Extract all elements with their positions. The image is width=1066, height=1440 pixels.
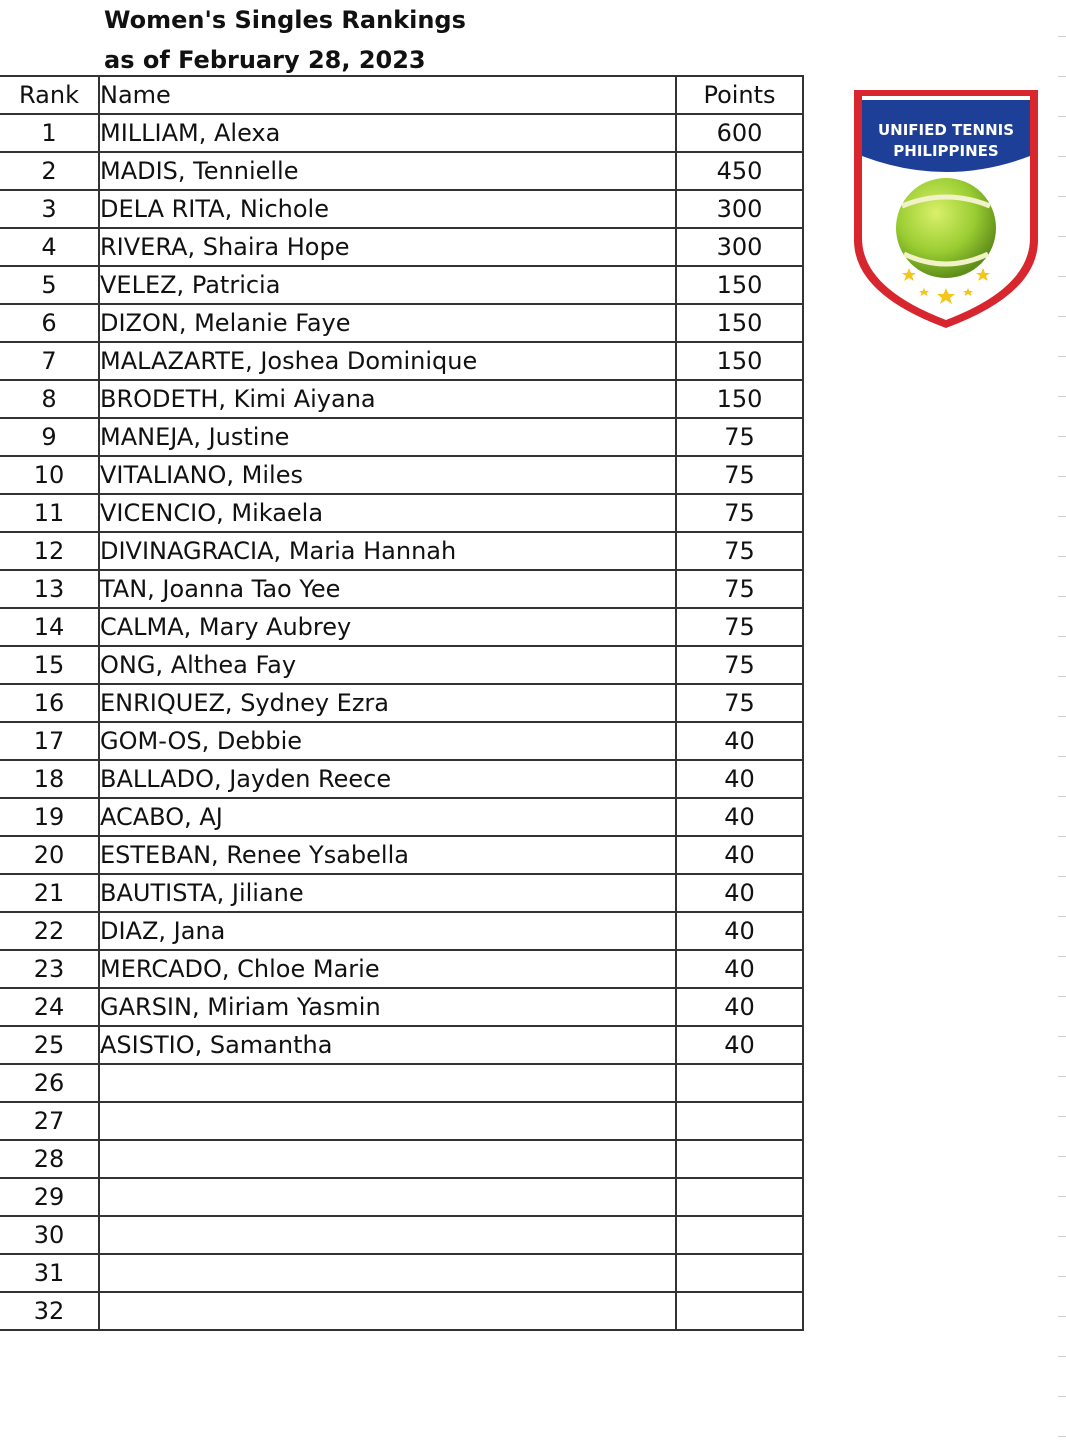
- header-name: Name: [99, 76, 676, 114]
- edge-mark: [1058, 1276, 1066, 1277]
- sheet-edge-marks: [1058, 0, 1066, 1440]
- table-row: [0, 1102, 803, 1140]
- table-row: [0, 1140, 803, 1178]
- rank-cell: 15: [0, 646, 99, 684]
- unified-tennis-philippines-logo: [852, 88, 1040, 330]
- logo-text-line2: PHILIPPINES: [893, 142, 999, 160]
- points-cell: 150: [676, 304, 803, 342]
- points-cell: 75: [676, 418, 803, 456]
- table-row: [0, 1026, 803, 1064]
- edge-mark: [1058, 796, 1066, 797]
- points-cell: 300: [676, 228, 803, 266]
- edge-mark: [1058, 116, 1066, 117]
- edge-mark: [1058, 516, 1066, 517]
- name-cell: GARSIN, Miriam Yasmin: [99, 988, 676, 1026]
- table-row: [0, 1216, 803, 1254]
- edge-mark: [1058, 956, 1066, 957]
- name-cell: ACABO, AJ: [99, 798, 676, 836]
- rank-cell: 1: [0, 114, 99, 152]
- edge-mark: [1058, 1156, 1066, 1157]
- table-row: [0, 228, 803, 266]
- points-cell: [676, 1102, 803, 1140]
- table-row: [0, 266, 803, 304]
- page-title: Women's Singles Rankings: [104, 6, 466, 34]
- name-cell: DIAZ, Jana: [99, 912, 676, 950]
- rank-cell: 25: [0, 1026, 99, 1064]
- rank-cell: 21: [0, 874, 99, 912]
- table-row: [0, 874, 803, 912]
- rankings-body: [0, 114, 803, 1330]
- edge-mark: [1058, 476, 1066, 477]
- table-row: [0, 988, 803, 1026]
- edge-mark: [1058, 1236, 1066, 1237]
- points-cell: 150: [676, 342, 803, 380]
- points-cell: 40: [676, 798, 803, 836]
- points-cell: 150: [676, 380, 803, 418]
- table-row: [0, 912, 803, 950]
- name-cell: [99, 1254, 676, 1292]
- edge-mark: [1058, 1076, 1066, 1077]
- table-row: [0, 152, 803, 190]
- table-row: [0, 570, 803, 608]
- edge-mark: [1058, 236, 1066, 237]
- name-cell: MALAZARTE, Joshea Dominique: [99, 342, 676, 380]
- name-cell: [99, 1102, 676, 1140]
- points-cell: [676, 1064, 803, 1102]
- page-subtitle-date: as of February 28, 2023: [104, 46, 426, 74]
- rank-cell: 9: [0, 418, 99, 456]
- table-row: [0, 1064, 803, 1102]
- points-cell: 450: [676, 152, 803, 190]
- rank-cell: 22: [0, 912, 99, 950]
- table-row: [0, 342, 803, 380]
- table-row: [0, 380, 803, 418]
- edge-mark: [1058, 676, 1066, 677]
- name-cell: RIVERA, Shaira Hope: [99, 228, 676, 266]
- edge-mark: [1058, 156, 1066, 157]
- points-cell: 40: [676, 760, 803, 798]
- name-cell: ESTEBAN, Renee Ysabella: [99, 836, 676, 874]
- header-row: [0, 76, 803, 114]
- name-cell: VELEZ, Patricia: [99, 266, 676, 304]
- name-cell: GOM-OS, Debbie: [99, 722, 676, 760]
- table-row: [0, 684, 803, 722]
- rank-cell: 16: [0, 684, 99, 722]
- rank-cell: 8: [0, 380, 99, 418]
- name-cell: [99, 1064, 676, 1102]
- name-cell: DIZON, Melanie Faye: [99, 304, 676, 342]
- rank-cell: 13: [0, 570, 99, 608]
- rank-cell: 2: [0, 152, 99, 190]
- edge-mark: [1058, 436, 1066, 437]
- logo-text-line1: UNIFIED TENNIS: [877, 121, 1015, 139]
- rankings-table: [0, 75, 804, 1331]
- table-row: [0, 1254, 803, 1292]
- edge-mark: [1058, 1196, 1066, 1197]
- header-rank: Rank: [0, 76, 99, 114]
- name-cell: VICENCIO, Mikaela: [99, 494, 676, 532]
- points-cell: 75: [676, 494, 803, 532]
- table-row: [0, 494, 803, 532]
- points-cell: 40: [676, 722, 803, 760]
- rank-cell: 24: [0, 988, 99, 1026]
- edge-mark: [1058, 396, 1066, 397]
- edge-mark: [1058, 1356, 1066, 1357]
- points-cell: 40: [676, 874, 803, 912]
- name-cell: [99, 1292, 676, 1330]
- table-row: [0, 760, 803, 798]
- name-cell: DIVINAGRACIA, Maria Hannah: [99, 532, 676, 570]
- name-cell: MADIS, Tennielle: [99, 152, 676, 190]
- edge-mark: [1058, 1316, 1066, 1317]
- rank-cell: 18: [0, 760, 99, 798]
- name-cell: ASISTIO, Samantha: [99, 1026, 676, 1064]
- edge-mark: [1058, 636, 1066, 637]
- edge-mark: [1058, 996, 1066, 997]
- rank-cell: 12: [0, 532, 99, 570]
- table-row: [0, 190, 803, 228]
- rank-cell: 7: [0, 342, 99, 380]
- name-cell: BRODETH, Kimi Aiyana: [99, 380, 676, 418]
- points-cell: 40: [676, 836, 803, 874]
- edge-mark: [1058, 1116, 1066, 1117]
- rank-cell: 5: [0, 266, 99, 304]
- points-cell: [676, 1292, 803, 1330]
- name-cell: MERCADO, Chloe Marie: [99, 950, 676, 988]
- edge-mark: [1058, 36, 1066, 37]
- table-row: [0, 608, 803, 646]
- rank-cell: 31: [0, 1254, 99, 1292]
- table-row: [0, 418, 803, 456]
- edge-mark: [1058, 196, 1066, 197]
- table-row: [0, 114, 803, 152]
- table-row: [0, 456, 803, 494]
- points-cell: 75: [676, 608, 803, 646]
- table-row: [0, 1292, 803, 1330]
- points-cell: [676, 1216, 803, 1254]
- rank-cell: 28: [0, 1140, 99, 1178]
- rank-cell: 6: [0, 304, 99, 342]
- points-cell: [676, 1140, 803, 1178]
- name-cell: [99, 1216, 676, 1254]
- name-cell: [99, 1178, 676, 1216]
- name-cell: BALLADO, Jayden Reece: [99, 760, 676, 798]
- rank-cell: 26: [0, 1064, 99, 1102]
- edge-mark: [1058, 596, 1066, 597]
- edge-mark: [1058, 1036, 1066, 1037]
- points-cell: 75: [676, 456, 803, 494]
- name-cell: DELA RITA, Nichole: [99, 190, 676, 228]
- name-cell: [99, 1140, 676, 1178]
- rank-cell: 29: [0, 1178, 99, 1216]
- edge-mark: [1058, 316, 1066, 317]
- points-cell: [676, 1254, 803, 1292]
- edge-mark: [1058, 716, 1066, 717]
- rank-cell: 14: [0, 608, 99, 646]
- table-row: [0, 950, 803, 988]
- table-row: [0, 1178, 803, 1216]
- points-cell: 75: [676, 646, 803, 684]
- points-cell: 75: [676, 570, 803, 608]
- edge-mark: [1058, 836, 1066, 837]
- edge-mark: [1058, 876, 1066, 877]
- points-cell: 40: [676, 912, 803, 950]
- edge-mark: [1058, 1436, 1066, 1437]
- table-row: [0, 646, 803, 684]
- name-cell: ONG, Althea Fay: [99, 646, 676, 684]
- points-cell: 40: [676, 988, 803, 1026]
- edge-mark: [1058, 76, 1066, 77]
- points-cell: 150: [676, 266, 803, 304]
- table-row: [0, 798, 803, 836]
- points-cell: 75: [676, 532, 803, 570]
- name-cell: CALMA, Mary Aubrey: [99, 608, 676, 646]
- name-cell: ENRIQUEZ, Sydney Ezra: [99, 684, 676, 722]
- name-cell: MANEJA, Justine: [99, 418, 676, 456]
- rank-cell: 10: [0, 456, 99, 494]
- edge-mark: [1058, 1396, 1066, 1397]
- points-cell: 75: [676, 684, 803, 722]
- header-points: Points: [676, 76, 803, 114]
- rank-cell: 3: [0, 190, 99, 228]
- points-cell: 300: [676, 190, 803, 228]
- rank-cell: 30: [0, 1216, 99, 1254]
- rank-cell: 4: [0, 228, 99, 266]
- name-cell: MILLIAM, Alexa: [99, 114, 676, 152]
- edge-mark: [1058, 556, 1066, 557]
- points-cell: 40: [676, 950, 803, 988]
- rank-cell: 27: [0, 1102, 99, 1140]
- edge-mark: [1058, 276, 1066, 277]
- table-row: [0, 836, 803, 874]
- points-cell: 600: [676, 114, 803, 152]
- rank-cell: 23: [0, 950, 99, 988]
- rank-cell: 11: [0, 494, 99, 532]
- edge-mark: [1058, 356, 1066, 357]
- rank-cell: 19: [0, 798, 99, 836]
- table-row: [0, 304, 803, 342]
- points-cell: 40: [676, 1026, 803, 1064]
- rank-cell: 32: [0, 1292, 99, 1330]
- rank-cell: 20: [0, 836, 99, 874]
- name-cell: VITALIANO, Miles: [99, 456, 676, 494]
- name-cell: BAUTISTA, Jiliane: [99, 874, 676, 912]
- table-row: [0, 722, 803, 760]
- table-row: [0, 532, 803, 570]
- points-cell: [676, 1178, 803, 1216]
- edge-mark: [1058, 756, 1066, 757]
- rank-cell: 17: [0, 722, 99, 760]
- name-cell: TAN, Joanna Tao Yee: [99, 570, 676, 608]
- edge-mark: [1058, 916, 1066, 917]
